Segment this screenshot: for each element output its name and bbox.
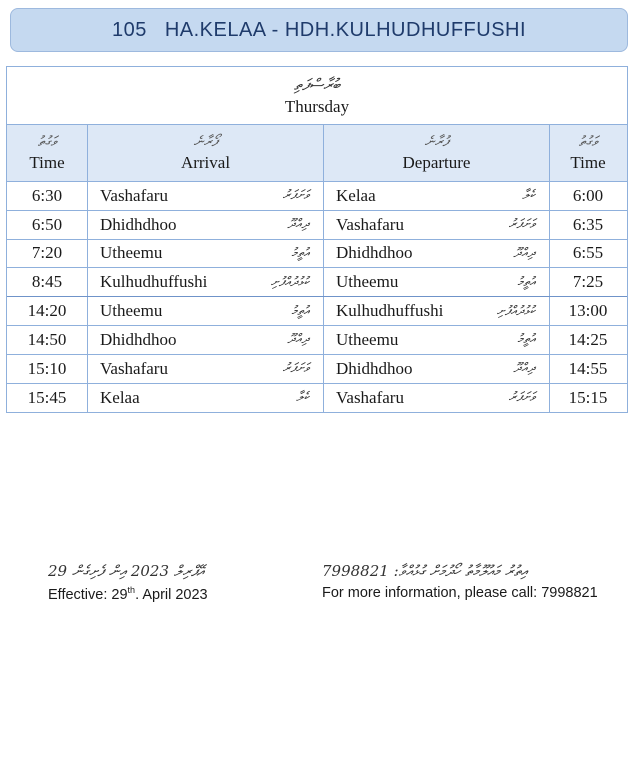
departure-time: 6:35 (572, 214, 604, 234)
departure-place-english: Dhidhdhoo (336, 243, 413, 263)
arrival-place-english: Utheemu (100, 243, 163, 263)
effective-date: Effective: 29th. April 2023 (48, 585, 208, 603)
effective-rest: April 2023 (142, 586, 208, 603)
header-arrival-dhivehi: ފޯރާނެ (193, 133, 218, 150)
header-time-right-dhivehi: ވަގުތު (578, 133, 598, 150)
arrival-place-english: Dhidhdhoo (100, 214, 177, 234)
header-departure-english: Departure (402, 152, 471, 172)
table-row (7, 182, 627, 211)
table-row (7, 240, 627, 269)
departure-place (324, 355, 550, 383)
departure-place-dhivehi: ދިއްދޫ (513, 361, 535, 377)
departure-place-english: Vashafaru (336, 214, 404, 234)
departure-time: 14:25 (568, 329, 608, 349)
effective-suffix: th (127, 585, 136, 595)
arrival-place (88, 355, 324, 383)
contact-info-dhivehi: އިތުރު މައުލޫމާތު ހޯދުމަށް ގުޅުއްވާ: 7998821 (322, 562, 528, 580)
departure-place (324, 211, 550, 239)
arrival-time: 6:50 (7, 211, 88, 239)
departure-place (324, 297, 550, 325)
day-row (7, 67, 627, 125)
arrival-place-english: Vashafaru (100, 185, 168, 205)
arrival-place (88, 297, 324, 325)
arrival-place (88, 182, 324, 210)
arrival-place-english: Vashafaru (100, 358, 168, 378)
arrival-place (88, 240, 324, 268)
header-time-right (550, 125, 626, 181)
header-arrival (88, 125, 324, 181)
departure-place (324, 326, 550, 354)
departure-place-dhivehi: ވަށަފަރު (508, 217, 535, 233)
column-headers (7, 125, 627, 182)
departure-place (324, 182, 550, 210)
arrival-place-dhivehi: އުތީމު (291, 303, 309, 319)
departure-place-dhivehi: ކެލާ (522, 188, 535, 204)
table-row (7, 211, 627, 240)
day-english: Thursday (284, 96, 350, 116)
arrival-place (88, 211, 324, 239)
table-row (7, 355, 627, 384)
arrival-place-dhivehi: ދިއްދޫ (287, 217, 309, 233)
header-time-right-english: Time (570, 152, 606, 172)
arrival-place-dhivehi: ވަށަފަރު (282, 188, 309, 204)
departure-place-dhivehi: ކުޅުދުއްފުށި (496, 303, 535, 319)
arrival-time: 7:20 (7, 240, 88, 268)
departure-place-dhivehi: ދިއްދޫ (513, 245, 535, 261)
header-time-left-english: Time (29, 152, 65, 172)
route-number: 105 (111, 18, 147, 41)
departure-time: 15:15 (568, 387, 608, 407)
departure-place-dhivehi: އުތީމު (517, 332, 535, 348)
departure-place-dhivehi: ވަށަފަރު (508, 390, 535, 406)
effective-day: 29 (111, 586, 128, 603)
contact-info: For more information, please call: 7998821 (322, 585, 598, 601)
arrival-time: 8:45 (7, 268, 88, 296)
header-time-left (7, 125, 88, 181)
arrival-place-dhivehi: ކެލާ (296, 390, 309, 406)
departure-place (324, 268, 550, 296)
day-dhivehi: ބުރާސްފަތި (294, 74, 340, 94)
timetable (6, 66, 628, 413)
table-row (7, 297, 627, 326)
departure-place-english: Utheemu (336, 329, 399, 349)
arrival-place-english: Dhidhdhoo (100, 329, 177, 349)
table-row (7, 326, 627, 355)
arrival-place-english: Kulhudhuffushi (100, 272, 208, 292)
arrival-place-english: Kelaa (100, 387, 140, 407)
departure-place-english: Vashafaru (336, 387, 404, 407)
arrival-place-english: Utheemu (100, 301, 163, 321)
table-body (7, 182, 627, 412)
arrival-place-dhivehi: ވަށަފަރު (282, 361, 309, 377)
departure-time: 6:55 (572, 243, 604, 263)
departure-place-dhivehi: އުތީމު (517, 274, 535, 290)
route-header (10, 8, 628, 52)
arrival-time: 14:50 (7, 326, 88, 354)
departure-time: 6:00 (572, 185, 604, 205)
header-arrival-english: Arrival (180, 152, 231, 172)
departure-place-english: Kelaa (336, 185, 376, 205)
header-time-left-dhivehi: ވަގުތު (37, 133, 57, 150)
arrival-place-dhivehi: އުތީމު (291, 245, 309, 261)
arrival-time: 15:10 (7, 355, 88, 383)
arrival-place-dhivehi: ކުޅުދުއްފުށި (270, 274, 309, 290)
effective-date-dhivehi: 29 އޭޕްރިލް 2023 އިން ފެށިގެން (48, 562, 205, 580)
arrival-time: 6:30 (7, 182, 88, 210)
departure-time: 13:00 (568, 301, 608, 321)
departure-place (324, 240, 550, 268)
departure-place-english: Utheemu (336, 272, 399, 292)
arrival-time: 14:20 (7, 297, 88, 325)
arrival-place (88, 384, 324, 413)
table-row (7, 384, 627, 413)
departure-place-english: Kulhudhuffushi (336, 301, 444, 321)
arrival-place (88, 326, 324, 354)
departure-place (324, 384, 550, 413)
arrival-place (88, 268, 324, 296)
table-row (7, 268, 627, 297)
arrival-place-dhivehi: ދިއްދޫ (287, 332, 309, 348)
effective-label: Effective: (48, 586, 108, 603)
departure-time: 14:55 (568, 358, 608, 378)
header-departure-dhivehi: ފުރާނެ (424, 133, 449, 150)
departure-place-english: Dhidhdhoo (336, 358, 413, 378)
arrival-time: 15:45 (7, 384, 88, 413)
header-departure (324, 125, 550, 181)
route-name: HA.KELAA - HDH.KULHUDHUFFUSHI (164, 18, 527, 41)
departure-time: 7:25 (572, 272, 604, 292)
